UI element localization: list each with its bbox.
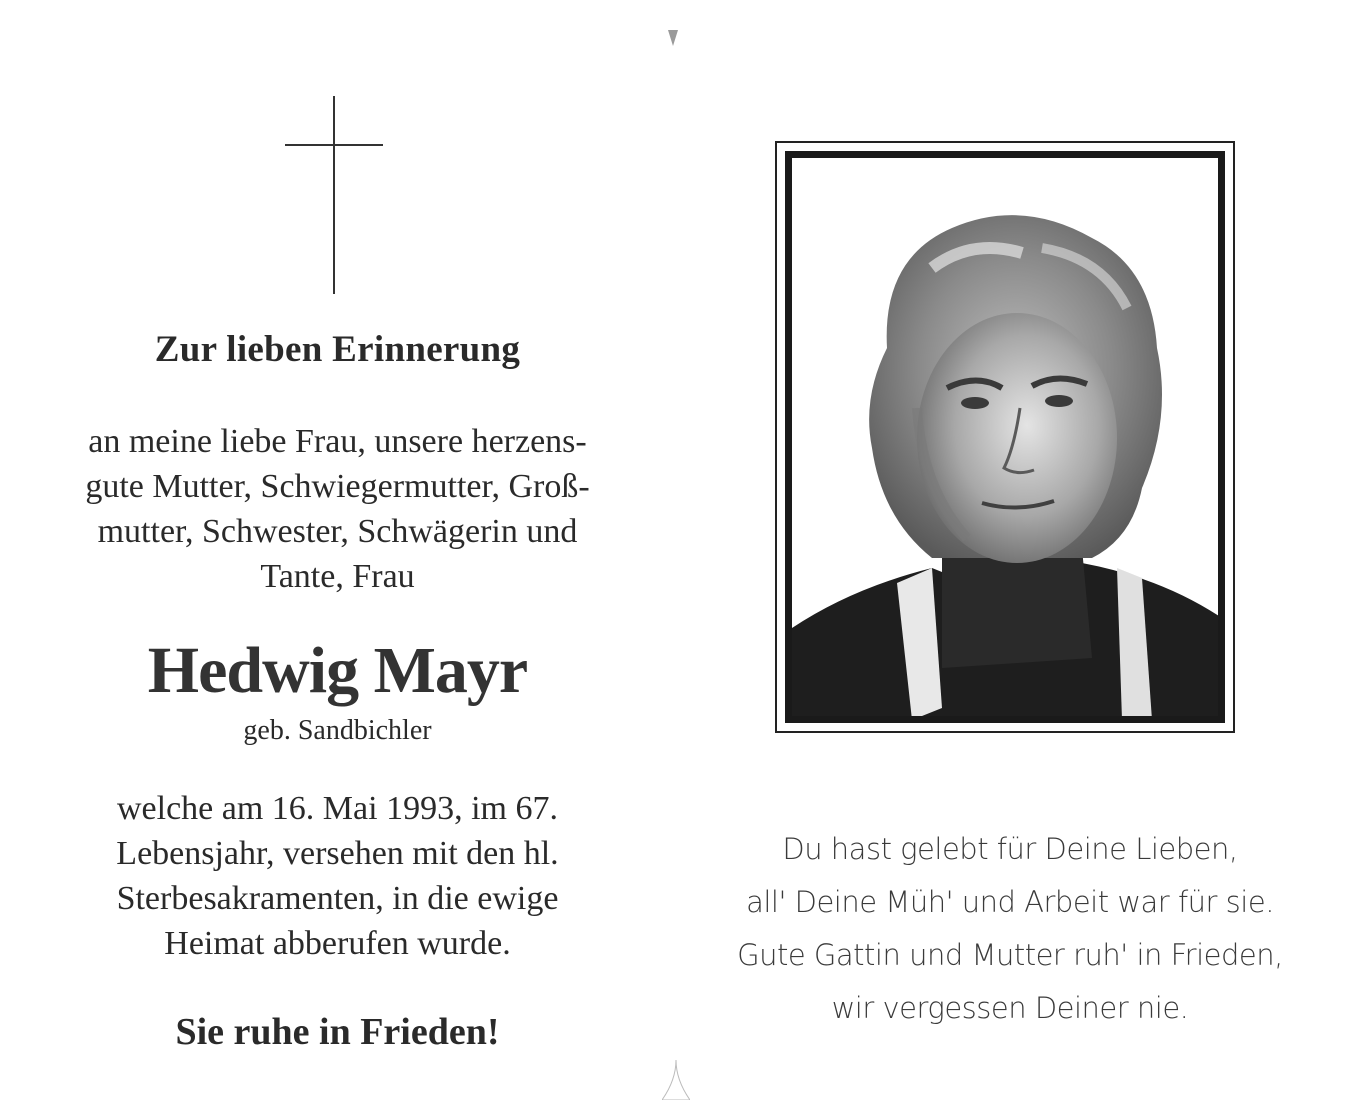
closing-line: Sie ruhe in Frieden! xyxy=(175,1011,500,1053)
verse-line: all' Deine Müh' und Arbeit war für sie. xyxy=(746,885,1274,919)
death-line: Sterbesakramenten, in die ewige xyxy=(116,880,559,917)
memorial-heading: Zur lieben Erinnerung xyxy=(154,329,521,370)
portrait-image xyxy=(792,158,1222,720)
fold-notch-bottom xyxy=(662,1060,690,1100)
intro-line: mutter, Schwester, Schwägerin und xyxy=(97,513,578,550)
verse-line: Gute Gattin und Mutter ruh' in Frieden, xyxy=(737,938,1283,972)
cross-icon xyxy=(285,96,383,294)
death-line: welche am 16. Mai 1993, im 67. xyxy=(117,790,558,827)
memorial-verse xyxy=(700,823,1320,1035)
fold-notch-top xyxy=(668,30,678,46)
death-line: Lebensjahr, versehen mit den hl. xyxy=(116,835,559,872)
birth-name: geb. Sandbichler xyxy=(243,715,432,746)
intro-text xyxy=(40,419,635,599)
portrait-photo xyxy=(785,151,1225,723)
verse-line: Du hast gelebt für Deine Lieben, xyxy=(782,832,1238,866)
intro-line: gute Mutter, Schwiegermutter, Groß- xyxy=(85,468,590,505)
portrait-frame xyxy=(775,141,1235,733)
intro-line: Tante, Frau xyxy=(260,558,415,595)
death-text xyxy=(40,786,635,966)
intro-line: an meine liebe Frau, unsere herzens- xyxy=(88,423,587,460)
death-line: Heimat abberufen wurde. xyxy=(164,925,511,962)
deceased-name: Hedwig Mayr xyxy=(147,634,528,707)
verse-line: wir vergessen Deiner nie. xyxy=(831,991,1189,1025)
